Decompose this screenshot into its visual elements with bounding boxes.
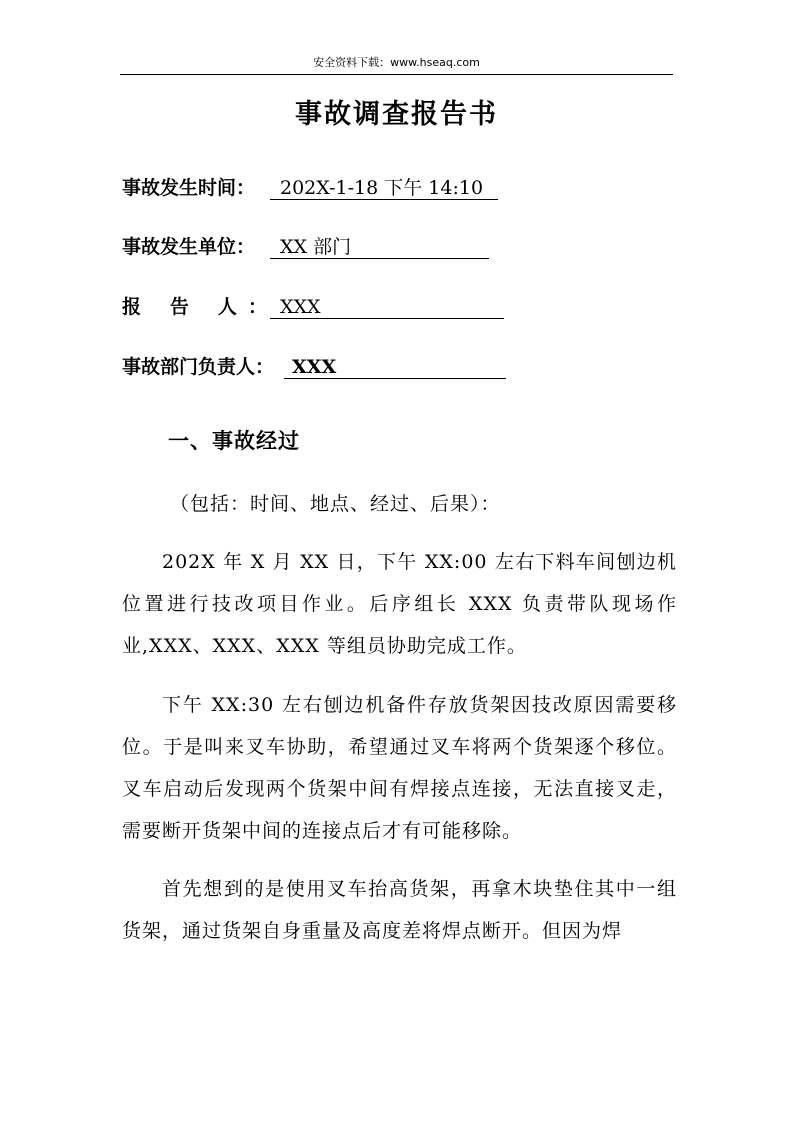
field-reporter [122, 292, 321, 322]
paragraph: 首先想到的是使用叉车抬高货架，再拿木块垫住其中一组货架，通过货架自身重量及高度差将焊点断开。但因为焊 [122, 878, 677, 942]
dept-head-label: 事故部门负责人： [122, 356, 275, 378]
accident-unit-label: 事故发生单位： [122, 236, 256, 258]
header-text: 安全资料下载：www.hseaq.com [313, 56, 480, 69]
accident-time-value: 202X-1-18 下午 14:10 [270, 173, 498, 200]
section-heading-accident-process: 一、事故经过 [168, 428, 300, 453]
dept-head-value: XXX [284, 352, 506, 379]
field-dept-head [122, 352, 337, 382]
paragraph: 下午 XX:30 左右刨边机备件存放货架因技改原因需要移位。于是叫来叉车协助，希望通过叉车将两个货架逐个移位。叉车启动后发现两个货架中间有焊接点连接，无法直接叉走，需要断开货架中间的连接点后才有可能移除。 [122, 694, 677, 842]
accident-unit-value: XX 部门 [270, 232, 489, 259]
document-title: 事故调查报告书 [295, 99, 498, 130]
accident-time-label: 事故发生时间： [122, 177, 256, 199]
section-intro: （包括：时间、地点、经过、后果）： [170, 493, 501, 515]
paragraph: 202X 年 X 月 XX 日，下午 XX:00 左右下料车间刨边机位置进行技改项目作业。后序组长 XXX 负责带队现场作业,XXX、XXX、XXX 等组员协助完成工作。 [122, 551, 677, 657]
field-accident-unit [122, 232, 352, 262]
field-accident-time [122, 173, 484, 203]
page-header [120, 52, 673, 75]
reporter-value: XXX [270, 292, 504, 319]
reporter-label: 报 告 人： [122, 296, 267, 318]
